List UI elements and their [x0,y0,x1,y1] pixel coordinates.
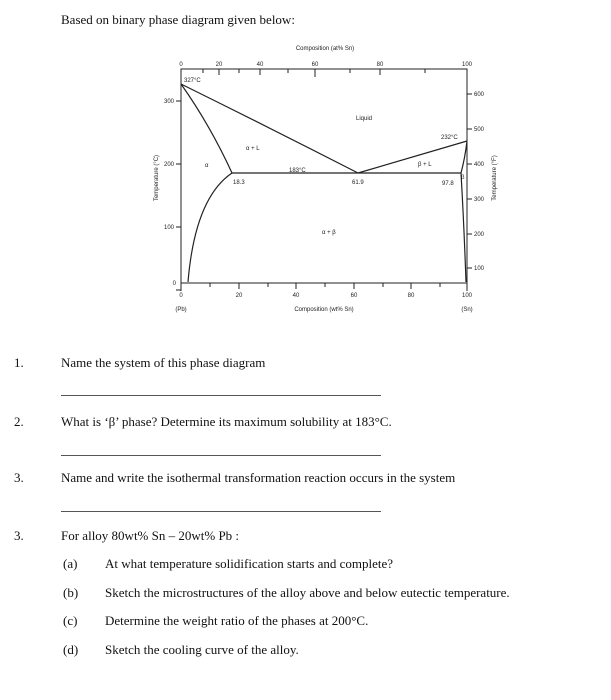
beta-liquid-label: β + L [418,162,432,168]
left-tick-label: 200 [163,162,174,168]
top-tick-label: 60 [311,62,319,68]
right-tick-label: 100 [474,266,485,272]
right-tick-label: 300 [474,197,485,203]
solidus-beta-curve [461,141,467,173]
question-text: Name the system of this phase diagram [61,355,266,370]
question-text: For alloy 80wt% Sn – 20wt% Pb : [61,528,240,543]
bottom-axis-title: Composition (wt% Sn) [294,307,354,313]
pb-melt-label: 327°C [184,78,201,84]
right-tick-label: 500 [474,127,485,133]
left-axis-title: Temperature (°C) [154,154,160,202]
question-text: What is ‘β’ phase? Determine its maximum solubility at 183°C. [61,414,392,429]
comp-beta-label: 97.8 [442,181,454,187]
top-tick-label: 40 [256,62,264,68]
left-element-label: (Pb) [175,307,187,313]
bottom-tick-label: 100 [461,293,473,299]
eutectic-temp-label: 183°C [289,168,306,174]
question-text: Name and write the isothermal transformation reaction occurs in the system [61,470,456,485]
solvus-beta-curve [461,173,466,282]
subquestion-letter: (d) [63,642,79,657]
subquestion-text: Sketch the microstructures of the alloy above and below eutectic temperature. [105,585,510,600]
bottom-tick-label: 40 [292,293,300,299]
answer-line[interactable] [61,455,381,456]
answer-line[interactable] [61,511,381,512]
liquidus-left-curve [181,84,358,173]
right-element-label: (Sn) [461,307,473,313]
top-tick-label: 80 [376,62,384,68]
right-tick-label: 200 [474,232,485,238]
intro-text: Based on binary phase diagram given below: [61,12,295,27]
phase-diagram [0,0,611,330]
question-number: 3. [14,528,24,543]
alpha-label: α [205,163,209,169]
bottom-tick-label: 0 [179,293,183,299]
answer-line[interactable] [61,395,381,396]
plot-frame [181,69,467,283]
question-number: 3. [14,470,24,485]
comp-eutectic-label: 61.9 [352,180,364,186]
subquestion-letter: (c) [63,613,78,628]
liquidus-right-curve [358,141,467,173]
subquestion-text: Determine the weight ratio of the phases at 200°C. [105,613,369,628]
beta-label: β [461,175,465,181]
top-tick-marks [181,69,467,77]
right-tick-marks [467,94,472,268]
top-tick-label: 20 [215,62,223,68]
left-tick-label: 0 [172,281,176,287]
right-tick-label: 600 [474,92,485,98]
bottom-tick-label: 20 [235,293,243,299]
top-axis-title: Composition (at% Sn) [295,46,355,52]
alpha-beta-label: α + β [322,230,336,236]
subquestion-letter: (b) [63,585,79,600]
subquestion-text: At what temperature solidification starts and complete? [105,556,394,571]
solvus-alpha-curve [188,173,232,282]
top-tick-label: 0 [179,62,183,68]
bottom-tick-marks [181,283,467,289]
subquestion-letter: (a) [63,556,78,571]
top-tick-label: 100 [461,62,473,68]
question-number: 1. [14,355,24,370]
left-tick-marks [176,101,181,290]
sn-melt-label: 232°C [441,135,458,141]
question-number: 2. [14,414,24,429]
left-tick-label: 300 [163,99,174,105]
comp-alpha-label: 18.3 [233,180,245,186]
alpha-liquid-label: α + L [246,146,260,152]
right-axis-title: Temperature (°F) [492,155,498,201]
subquestion-text: Sketch the cooling curve of the alloy. [105,642,299,657]
left-tick-label: 100 [163,225,174,231]
solidus-alpha-curve [181,84,232,173]
liquid-label: Liquid [356,116,373,122]
right-tick-label: 400 [474,162,485,168]
bottom-tick-label: 80 [407,293,415,299]
bottom-tick-label: 60 [350,293,358,299]
